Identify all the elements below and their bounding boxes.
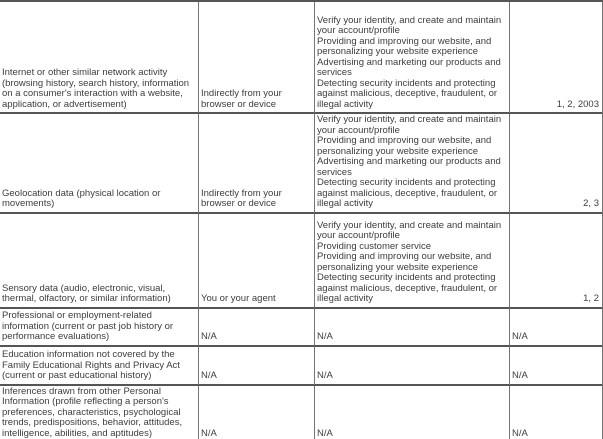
purpose-line: Providing and improving our website, and personalizing your website experience [317,35,492,57]
source-cell: Indirectly from your browser or device [199,114,315,214]
purposes-cell [315,309,510,347]
numbers-cell: N/A [510,347,603,386]
source-cell: N/A [199,386,315,439]
category-cell: Sensory data (audio, electronic, visual, thermal, olfactory, or similar information) [0,214,199,309]
table-row [0,386,603,439]
purpose-line: N/A [317,331,333,342]
table-row [0,347,603,386]
table-row [0,309,603,347]
purpose-line: Detecting security incidents and protecting against malicious, deceptive, fraudulent, or illegal activity [317,177,498,209]
numbers-cell: 1, 2 [510,214,603,309]
purpose-line: Detecting security incidents and protecting against malicious, deceptive, fraudulent, or illegal activity [317,272,498,304]
category-cell: Professional or employment-related information (current or past job history or performance evaluations) [0,309,199,347]
table-row [0,214,603,309]
purpose-line: Verify your identity, and create and maintain your account/profile [317,114,502,136]
numbers-cell: 2, 3 [510,114,603,214]
numbers-cell: N/A [510,386,603,439]
numbers-cell: 1, 2, 2003 [510,2,603,114]
category-cell: Education information not covered by the Family Educational Rights and Privacy Act (current or past educational history) [0,347,199,386]
purposes-cell [315,2,510,114]
category-cell: Internet or other similar network activity (browsing history, search history, information on a consumer's interaction with a website, application, or advertisement) [0,2,199,114]
table-row [0,2,603,114]
source-cell: You or your agent [199,214,315,309]
table-row [0,114,603,214]
purposes-cell [315,114,510,214]
source-cell: N/A [199,347,315,386]
purpose-line: Providing and improving our website, and personalizing your website experience [317,251,492,273]
purpose-line: Providing customer service [317,240,432,252]
source-cell: N/A [199,309,315,347]
category-cell: Geolocation data (physical location or movements) [0,114,199,214]
source-cell: Indirectly from your browser or device [199,2,315,114]
purpose-line: Advertising and marketing our products and services [317,56,501,78]
numbers-cell: N/A [510,309,603,347]
purposes-cell [315,214,510,309]
purpose-line: Detecting security incidents and protecting against malicious, deceptive, fraudulent, or illegal activity [317,77,498,110]
purposes-cell [315,386,510,439]
purpose-line: Advertising and marketing our products and services [317,156,501,178]
purpose-line: Verify your identity, and create and maintain your account/profile [317,14,502,36]
purpose-line: Providing and improving our website, and personalizing your website experience [317,135,492,157]
purpose-line: N/A [317,427,333,439]
disclosure-table-body [0,2,603,439]
category-cell: Inferences drawn from other Personal Information (profile reflecting a person's preferences, characteristics, psychological trends, predispositions, behavior, attitudes, intelligence, abilities, and aptitudes) [0,386,199,439]
purpose-line: Verify your identity, and create and maintain your account/profile [317,219,502,241]
purpose-line: N/A [317,370,333,381]
purposes-cell [315,347,510,386]
